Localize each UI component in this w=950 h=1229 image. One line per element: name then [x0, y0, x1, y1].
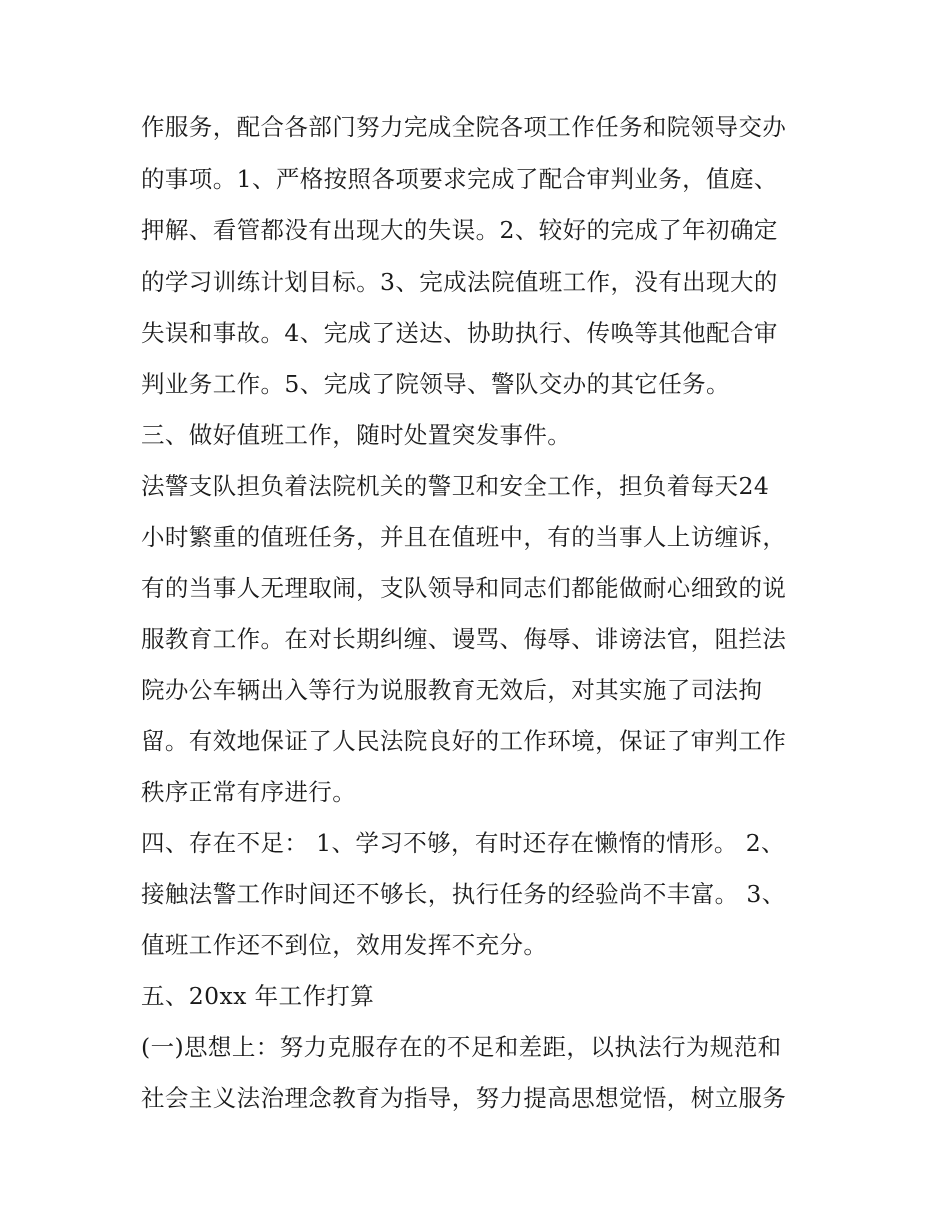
text-line: 值班工作还不到位，效用发挥不充分。 [141, 931, 548, 959]
section-heading: 三、做好值班工作，随时处置突发事件。 [141, 421, 572, 449]
text-line: 接触法警工作时间还不够长，执行任务的经验尚不丰富。 3、 [141, 880, 786, 908]
text-line: 法警支队担负着法院机关的警卫和安全工作，担负着每天24 [141, 472, 770, 500]
text-line: 有的当事人无理取闹，支队领导和同志们都能做耐心细致的说 [141, 574, 787, 602]
text-line: 留。有效地保证了人民法院良好的工作环境，保证了审判工作 [141, 727, 787, 755]
text-line: 秩序正常有序进行。 [141, 778, 357, 806]
text-line: (一)思想上：努力克服存在的不足和差距，以执法行为规范和 [141, 1033, 782, 1061]
text-line: 院办公车辆出入等行为说服教育无效后，对其实施了司法拘 [141, 676, 763, 704]
text-line: 社会主义法治理念教育为指导，努力提高思想觉悟，树立服务 [141, 1084, 787, 1112]
section-heading: 五、20xx 年工作打算 [141, 982, 375, 1010]
text-line: 服教育工作。在对长期纠缠、谩骂、侮辱、诽谤法官，阻拦法 [141, 625, 787, 653]
text-line: 作服务，配合各部门努力完成全院各项工作任务和院领导交办 [141, 113, 787, 141]
text-line: 失误和事故。4、完成了送达、协助执行、传唤等其他配合审 [141, 319, 778, 347]
section-heading: 四、存在不足： 1、学习不够，有时还存在懒惰的情形。 2、 [141, 829, 785, 857]
text-line: 的事项。1、严格按照各项要求完成了配合审判业务，值庭、 [141, 165, 778, 193]
text-line: 判业务工作。5、完成了院领导、警队交办的其它任务。 [141, 370, 730, 398]
text-line: 小时繁重的值班任务，并且在值班中，有的当事人上访缠诉， [141, 523, 787, 551]
text-line: 押解、看管都没有出现大的失误。2、较好的完成了年初确定 [141, 216, 778, 244]
text-line: 的学习训练计划目标。3、完成法院值班工作，没有出现大的 [141, 268, 778, 296]
